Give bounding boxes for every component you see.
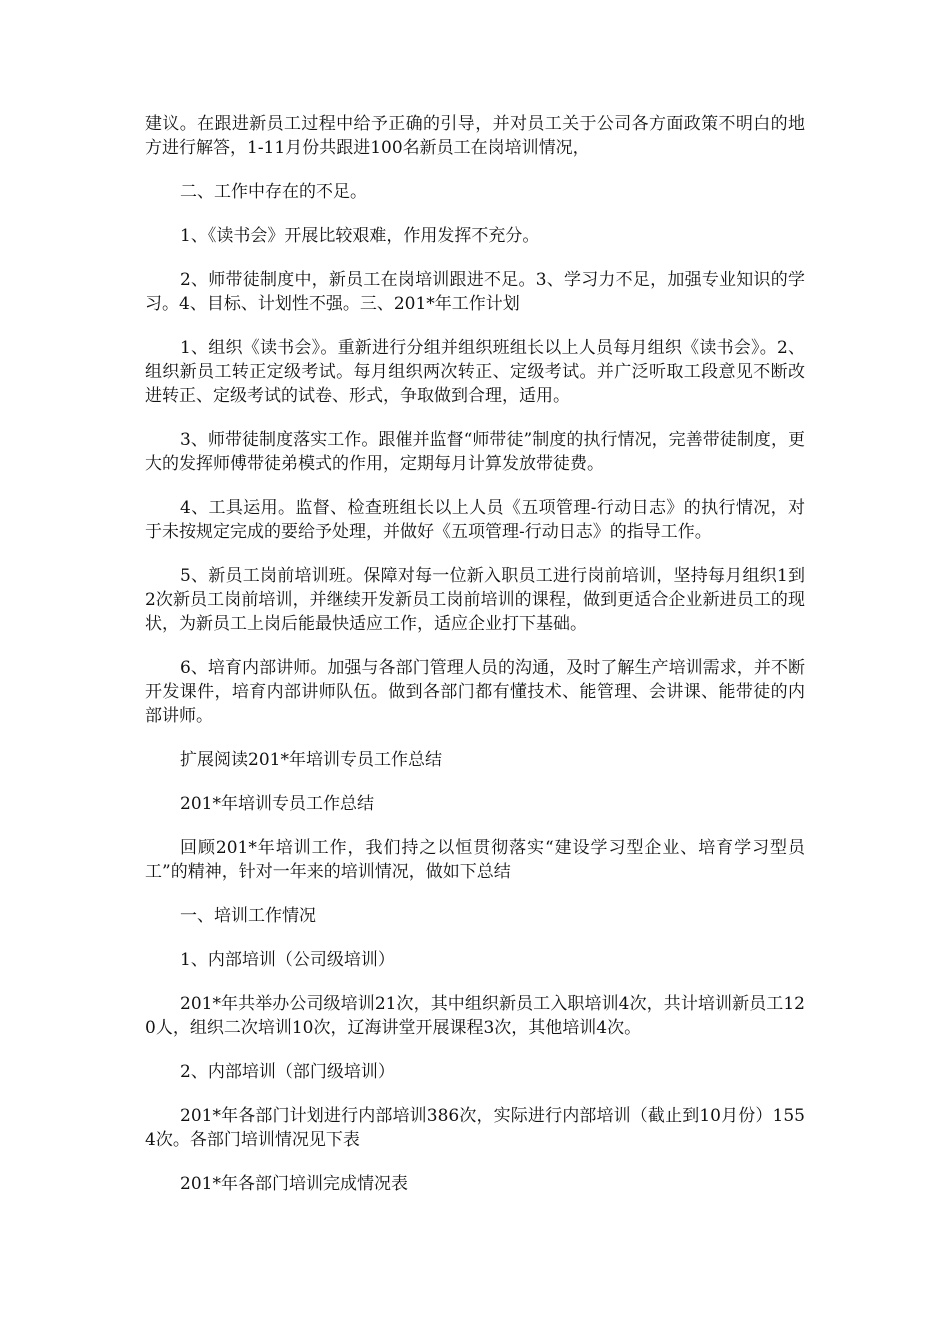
paragraph-item: 1、组织《读书会》。重新进行分组并组织班组长以上人员每月组织《读书会》。2、组织新员工转正定级考试。每月组织两次转正、定级考试。并广泛听取工段意见不断改进转正、定级考试的试卷、形式，争取做到合理，适用。 bbox=[145, 338, 805, 406]
extended-reading-title: 扩展阅读201*年培训专员工作总结 bbox=[180, 750, 442, 770]
paragraph-item: 6、培育内部讲师。加强与各部门管理人员的沟通，及时了解生产培训需求，并不断开发课件，培育内部讲师队伍。做到各部门都有懂技术、能管理、会讲课、能带徒的内部讲师。 bbox=[145, 658, 805, 726]
summary-title: 201*年培训专员工作总结 bbox=[180, 794, 374, 814]
subsection-heading: 2、内部培训（部门级培训） bbox=[180, 1062, 395, 1082]
section-heading-shortcomings: 二、工作中存在的不足。 bbox=[180, 182, 367, 202]
document-body bbox=[145, 112, 805, 1216]
section-heading-training: 一、培训工作情况 bbox=[180, 906, 316, 926]
paragraph-item: 1、《读书会》开展比较艰难，作用发挥不充分。 bbox=[180, 226, 540, 246]
paragraph-item: 201*年各部门计划进行内部培训386次，实际进行内部培训（截止到10月份）1554次。各部门培训情况见下表 bbox=[145, 1106, 805, 1150]
paragraph-item: 5、新员工岗前培训班。保障对每一位新入职员工进行岗前培训，坚持每月组织1到2次新员工岗前培训，并继续开发新员工岗前培训的课程，做到更适合企业新进员工的现状，为新员工上岗后能最快适应工作，适应企业打下基础。 bbox=[145, 566, 805, 634]
paragraph-continuation: 建议。在跟进新员工过程中给予正确的引导，并对员工关于公司各方面政策不明白的地方进行解答，1-11月份共跟进100名新员工在岗培训情况， bbox=[145, 114, 805, 158]
subsection-heading: 1、内部培训（公司级培训） bbox=[180, 950, 395, 970]
paragraph-intro: 回顾201*年培训工作，我们持之以恒贯彻落实“建设学习型企业、培育学习型员工”的精神，针对一年来的培训情况，做如下总结 bbox=[145, 838, 805, 882]
paragraph-item: 2、师带徒制度中，新员工在岗培训跟进不足。3、学习力不足，加强专业知识的学习。4、目标、计划性不强。三、201*年工作计划 bbox=[145, 270, 805, 314]
paragraph-item: 201*年共举办公司级培训21次，其中组织新员工入职培训4次，共计培训新员工120人，组织二次培训10次，辽海讲堂开展课程3次，其他培训4次。 bbox=[145, 994, 805, 1038]
paragraph-item: 4、工具运用。监督、检查班组长以上人员《五项管理-行动日志》的执行情况，对于未按规定完成的要给予处理，并做好《五项管理-行动日志》的指导工作。 bbox=[145, 498, 805, 542]
paragraph-item: 3、师带徒制度落实工作。跟催并监督“师带徒”制度的执行情况，完善带徒制度，更大的发挥师傅带徒弟模式的作用，定期每月计算发放带徒费。 bbox=[145, 430, 805, 474]
table-caption: 201*年各部门培训完成情况表 bbox=[180, 1174, 408, 1194]
